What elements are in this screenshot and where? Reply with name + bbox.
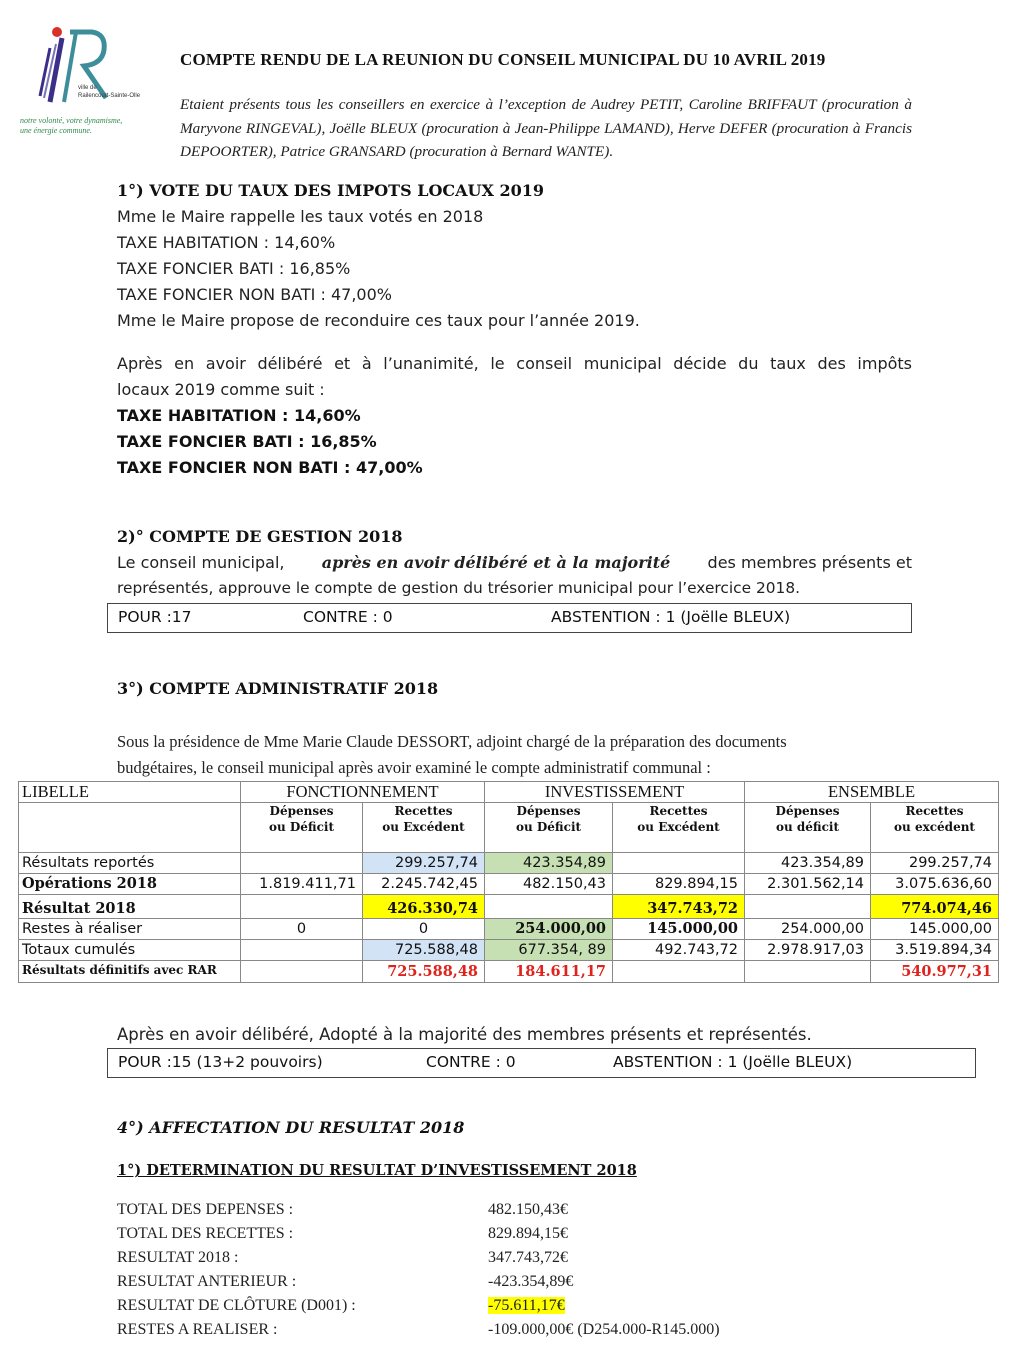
s1-final-habitation: TAXE HABITATION : 14,60% — [117, 406, 361, 425]
logo-slogan-2: une énergie commune. — [20, 126, 92, 135]
s2-vote-abstention: ABSTENTION : 1 (Joëlle BLEUX) — [551, 608, 791, 626]
sub-header: Recettes ou Excédent — [613, 803, 745, 853]
table-cell — [745, 961, 871, 983]
table-cell — [613, 961, 745, 983]
s4-label-recettes: TOTAL DES RECETTES : — [117, 1225, 294, 1242]
sub-header: Recettes ou Excédent — [363, 803, 485, 853]
s4-value-resultat: 347.743,72€ — [488, 1249, 568, 1266]
table-cell — [241, 853, 363, 874]
table-cell: 347.743,72 — [613, 895, 745, 919]
table-cell: 829.894,15 — [613, 874, 745, 895]
table-cell: 725.588,48 — [363, 940, 485, 961]
table-cell: 254.000,00 — [745, 919, 871, 940]
town-logo — [20, 18, 170, 138]
s4-value-restes: -109.000,00€ (D254.000-R145.000) — [488, 1321, 720, 1338]
table-row — [19, 895, 999, 919]
table-cell: 184.611,17 — [485, 961, 613, 983]
sub-header: Dépenses ou déficit — [745, 803, 871, 853]
table-cell: 725.588,48 — [363, 961, 485, 983]
table-cell: 0 — [241, 919, 363, 940]
logo-town-name: Railencourt-Sainte-Olle — [78, 93, 141, 99]
row-label: Totaux cumulés — [19, 940, 241, 961]
table-row — [19, 919, 999, 940]
s1-rate-non-bati: TAXE FONCIER NON BATI : 47,00% — [117, 285, 392, 304]
s4-label-cloture: RESULTAT DE CLÔTURE (D001) : — [117, 1297, 356, 1314]
s2-vote-box — [107, 603, 912, 633]
s2-text-line-1 — [117, 553, 912, 572]
row-label: Résultat 2018 — [19, 895, 241, 919]
section-4-heading-text: 4°) AFFECTATION DU RESULTAT 2018 — [117, 1118, 465, 1137]
table-cell: 2.245.742,45 — [363, 874, 485, 895]
s1-intro: Mme le Maire rappelle les taux votés en 2018 — [117, 207, 484, 226]
s3-vote-contre: CONTRE : 0 — [426, 1053, 516, 1071]
s4-label-anterieur: RESULTAT ANTERIEUR : — [117, 1273, 297, 1290]
table-cell: 3.519.894,34 — [871, 940, 999, 961]
s4-label-resultat: RESULTAT 2018 : — [117, 1249, 239, 1266]
table-cell: 2.978.917,03 — [745, 940, 871, 961]
s2-vote-contre: CONTRE : 0 — [303, 608, 393, 626]
table-cell: 774.074,46 — [871, 895, 999, 919]
s2-text-b: après en avoir délibéré et à la majorité — [321, 553, 671, 572]
table-row — [19, 940, 999, 961]
section-1-heading: 1°) VOTE DU TAUX DES IMPOTS LOCAUX 2019 — [117, 181, 544, 200]
s3-intro-line-2: budgétaires, le conseil municipal après avoir examiné le compte administratif communal : — [117, 758, 711, 777]
table-cell: 540.977,31 — [871, 961, 999, 983]
table-cell: 677.354, 89 — [485, 940, 613, 961]
s3-vote-box — [107, 1048, 976, 1078]
col-libelle-header: LIBELLE — [19, 782, 241, 803]
s2-text-line-2: représentés, approuve le compte de gestion du trésorier municipal pour l’exercice 2018. — [117, 579, 801, 597]
table-cell — [745, 895, 871, 919]
table-cell: 423.354,89 — [745, 853, 871, 874]
table-cell: 299.257,74 — [871, 853, 999, 874]
s4-value-cloture-text: -75.611,17€ — [488, 1297, 565, 1314]
table-cell: 145.000,00 — [871, 919, 999, 940]
table-cell: 492.743,72 — [613, 940, 745, 961]
s1-final-non-bati: TAXE FONCIER NON BATI : 47,00% — [117, 458, 423, 477]
table-cell — [485, 895, 613, 919]
group-fonctionnement-header: FONCTIONNEMENT — [241, 782, 485, 803]
s3-after-text: Après en avoir délibéré, Adopté à la majorité des membres présents et représentés. — [117, 1025, 812, 1044]
s1-rate-habitation: TAXE HABITATION : 14,60% — [117, 233, 336, 252]
s1-decision-line-2: locaux 2019 comme suit : — [117, 380, 325, 399]
group-ensemble-header: ENSEMBLE — [745, 782, 999, 803]
table-cell: 482.150,43 — [485, 874, 613, 895]
s3-intro-line-1: Sous la présidence de Mme Marie Claude DESSORT, adjoint chargé de la préparation des documents — [117, 732, 787, 751]
group-investissement-header: INVESTISSEMENT — [485, 782, 745, 803]
s3-vote-pour: POUR :15 (13+2 pouvoirs) — [118, 1053, 323, 1071]
table-cell — [241, 940, 363, 961]
table-cell: 1.819.411,71 — [241, 874, 363, 895]
sub-header: Recettes ou excédent — [871, 803, 999, 853]
table-cell: 423.354,89 — [485, 853, 613, 874]
document-title: COMPTE RENDU DE LA REUNION DU CONSEIL MUNICIPAL DU 10 AVRIL 2019 — [180, 50, 826, 69]
s4-value-anterieur: -423.354,89€ — [488, 1273, 574, 1290]
s1-rate-bati: TAXE FONCIER BATI : 16,85% — [117, 259, 351, 278]
s4-label-restes: RESTES A REALISER : — [117, 1321, 278, 1338]
table-cell: 426.330,74 — [363, 895, 485, 919]
s2-vote-pour: POUR :17 — [118, 608, 192, 626]
compte-administratif-table — [18, 781, 999, 983]
table-cell: 299.257,74 — [363, 853, 485, 874]
sub-header: Dépenses ou Déficit — [485, 803, 613, 853]
row-label: Résultats reportés — [19, 853, 241, 874]
s3-vote-abstention: ABSTENTION : 1 (Joëlle BLEUX) — [613, 1053, 853, 1071]
section-2-heading: 2)° COMPTE DE GESTION 2018 — [117, 527, 403, 546]
table-row — [19, 961, 999, 983]
s2-text-c: des membres présents et — [707, 553, 912, 572]
logo-slogan-1: notre volonté, votre dynamisme, — [20, 116, 123, 125]
table-row — [19, 853, 999, 874]
s4-value-cloture — [488, 1297, 565, 1315]
s4-subheading: 1°) DETERMINATION DU RESULTAT D’INVESTISSEMENT 2018 — [117, 1162, 637, 1179]
sub-header: Dépenses ou Déficit — [241, 803, 363, 853]
s4-label-depenses: TOTAL DES DEPENSES : — [117, 1201, 294, 1218]
row-label: Opérations 2018 — [19, 874, 241, 895]
row-label: Résultats définitifs avec RAR — [19, 961, 241, 983]
table-cell — [241, 961, 363, 983]
table-cell — [613, 853, 745, 874]
table-cell — [241, 895, 363, 919]
s4-value-depenses: 482.150,43€ — [488, 1201, 568, 1218]
table-cell: 3.075.636,60 — [871, 874, 999, 895]
s4-value-recettes: 829.894,15€ — [488, 1225, 568, 1242]
logo-ville-label: ville de — [78, 85, 97, 91]
table-cell: 254.000,00 — [485, 919, 613, 940]
s2-text-a: Le conseil municipal, — [117, 553, 285, 572]
s1-decision-line-1: Après en avoir délibéré et à l’unanimité, le conseil municipal décide du taux des impôts — [117, 354, 912, 373]
table-cell: 0 — [363, 919, 485, 940]
section-3-heading: 3°) COMPTE ADMINISTRATIF 2018 — [117, 679, 439, 698]
row-label: Restes à réaliser — [19, 919, 241, 940]
table-cell: 145.000,00 — [613, 919, 745, 940]
table-cell: 2.301.562,14 — [745, 874, 871, 895]
section-4-heading — [117, 1118, 464, 1137]
s1-final-bati: TAXE FONCIER BATI : 16,85% — [117, 432, 377, 451]
attendance-paragraph: Etaient présents tous les conseillers en exercice à l’exception de Audrey PETIT, Caroline BRIFFAUT (procuration à Maryvone RINGEVAL), Joëlle BLEUX (procuration à Jean-Philippe LAMAND), Herve DEFER (procuration à Francis DEPOORTER), Patrice GRANSARD (procuration à Bernard WANTE). — [180, 96, 912, 160]
table-row — [19, 874, 999, 895]
s1-proposal: Mme le Maire propose de reconduire ces taux pour l’année 2019. — [117, 311, 640, 330]
